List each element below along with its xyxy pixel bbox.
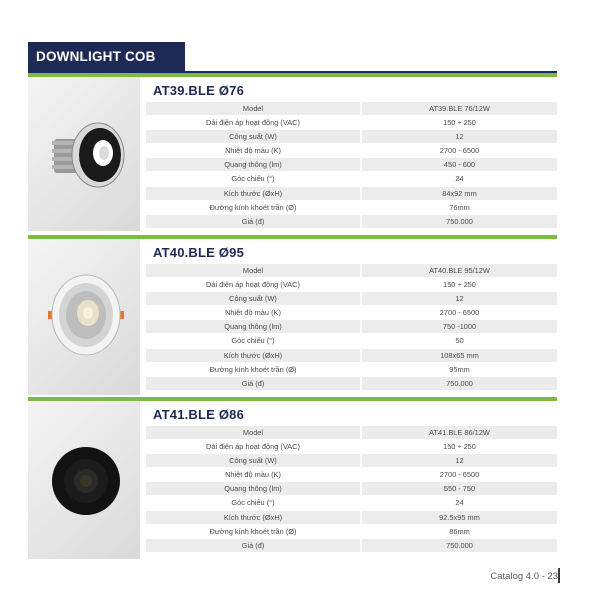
spec-row (146, 539, 557, 553)
spec-label: Góc chiếu (°) (231, 336, 275, 346)
spec-label: Kích thước (ØxH) (146, 349, 360, 362)
spec-label: Quang thông (lm) (146, 320, 360, 333)
spec-row (146, 426, 557, 440)
spec-row (146, 440, 557, 454)
spec-label: Công suất (W) (146, 454, 360, 467)
spec-value: 2700 - 6500 (439, 308, 480, 318)
spec-label: Model (146, 264, 360, 277)
spec-value: 108x65 mm (362, 349, 557, 362)
spec-row (146, 349, 557, 363)
spec-table (146, 426, 557, 553)
spec-label: Nhiệt độ màu (K) (225, 308, 281, 318)
spec-label: Model (146, 102, 360, 115)
spec-label: Giá (đ) (146, 215, 360, 228)
spec-row (146, 511, 557, 525)
spec-value: 12 (362, 292, 557, 305)
product-title: AT39.BLE Ø76 (153, 83, 245, 98)
spec-label: Giá (đ) (146, 539, 360, 552)
spec-label: Dải điện áp hoạt động (VAC) (206, 118, 300, 128)
spec-value: 150 ÷ 250 (443, 118, 476, 128)
spec-label: Giá (đ) (146, 377, 360, 390)
spec-row (146, 144, 557, 158)
spec-value: 24 (455, 498, 464, 508)
spec-row (146, 454, 557, 468)
spec-row (146, 158, 557, 172)
spec-table (146, 264, 557, 391)
spec-value: 750.000 (362, 377, 557, 390)
spec-label: Đường kính khoét trần (Ø) (209, 364, 297, 374)
footer-divider (558, 568, 560, 583)
spec-value: AT41.BLE 86/12W (362, 426, 557, 439)
spec-value: 50 (455, 336, 464, 346)
spec-value: 95mm (449, 364, 470, 374)
spec-row (146, 320, 557, 334)
spec-value: 86mm (449, 526, 470, 536)
spec-value: 24 (455, 174, 464, 184)
spec-value: 84x92 mm (362, 187, 557, 200)
spec-value: 2700 - 6500 (439, 470, 480, 480)
spec-row (146, 187, 557, 201)
product-card-at39 (28, 73, 557, 231)
spec-row (146, 264, 557, 278)
spec-row (146, 525, 557, 539)
spec-row (146, 306, 557, 320)
spec-row (146, 172, 557, 186)
spec-row (146, 278, 557, 292)
spec-label: Đường kính khoét trần (Ø) (209, 526, 297, 536)
spec-label: Dải điện áp hoạt động (VAC) (206, 280, 300, 290)
spec-label: Góc chiếu (°) (231, 498, 275, 508)
spec-value: AT40.BLE 95/12W (362, 264, 557, 277)
spec-label: Công suất (W) (146, 292, 360, 305)
spec-label: Góc chiếu (°) (231, 174, 275, 184)
spec-label: Quang thông (lm) (146, 482, 360, 495)
downlight-cob-photo-icon (28, 77, 140, 231)
product-photo (28, 239, 140, 395)
spec-value: 12 (362, 130, 557, 143)
section-title: DOWNLIGHT COB (36, 49, 156, 64)
spec-row (146, 102, 557, 116)
spec-row (146, 363, 557, 377)
spec-table (146, 102, 557, 229)
spec-label: Quang thông (lm) (146, 158, 360, 171)
spec-label: Nhiệt độ màu (K) (225, 146, 281, 156)
spec-row (146, 377, 557, 391)
spec-value: 150 ÷ 250 (443, 280, 476, 290)
spec-label: Công suất (W) (146, 130, 360, 143)
spec-label: Kích thước (ØxH) (146, 511, 360, 524)
spec-value: 76mm (449, 202, 470, 212)
downlight-black-photo-icon (28, 401, 140, 559)
product-title: AT41.BLE Ø86 (153, 407, 245, 422)
spec-value: 750 -1000 (362, 320, 557, 333)
spec-value: 450 - 600 (362, 158, 557, 171)
spec-value: 750.000 (362, 215, 557, 228)
spec-value: 2700 - 6500 (439, 146, 480, 156)
product-title: AT40.BLE Ø95 (153, 245, 245, 260)
spec-row (146, 215, 557, 229)
spec-row (146, 334, 557, 348)
spec-value: 750.000 (362, 539, 557, 552)
spec-label: Đường kính khoét trần (Ø) (209, 202, 297, 212)
spec-row (146, 130, 557, 144)
spec-value: 92.5x95 mm (362, 511, 557, 524)
downlight-tilt-photo-icon (28, 239, 140, 395)
product-card-at40 (28, 235, 557, 395)
spec-row (146, 201, 557, 215)
spec-value: 12 (362, 454, 557, 467)
spec-row (146, 116, 557, 130)
page-footer: Catalog 4.0 - 23 (490, 571, 558, 582)
spec-value: AT39.BLE 76/12W (362, 102, 557, 115)
spec-row (146, 292, 557, 306)
spec-row (146, 468, 557, 482)
spec-value: 150 ÷ 250 (443, 442, 476, 452)
spec-label: Nhiệt độ màu (K) (225, 470, 281, 480)
spec-row (146, 482, 557, 496)
product-photo (28, 77, 140, 231)
spec-value: 550 - 750 (362, 482, 557, 495)
product-card-at41 (28, 397, 557, 559)
spec-label: Dải điện áp hoạt động (VAC) (206, 442, 300, 452)
product-photo (28, 401, 140, 559)
spec-label: Model (146, 426, 360, 439)
spec-row (146, 496, 557, 510)
spec-label: Kích thước (ØxH) (146, 187, 360, 200)
